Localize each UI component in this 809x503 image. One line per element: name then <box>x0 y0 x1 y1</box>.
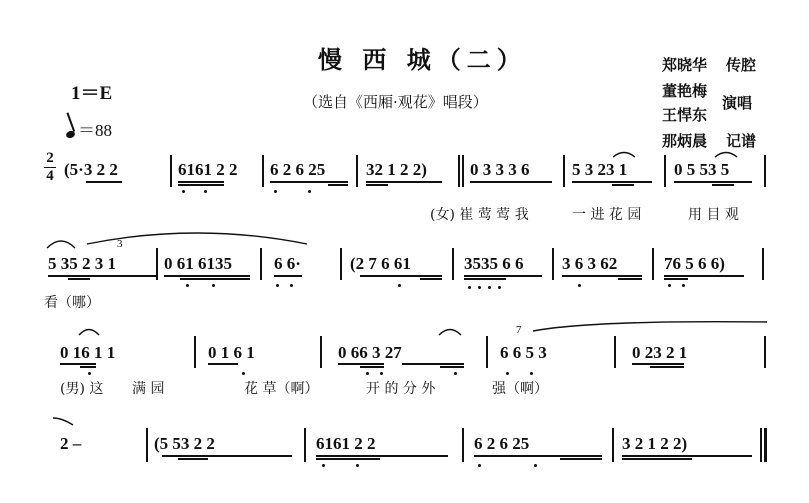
measure: 32 1 2 2) <box>366 160 427 179</box>
beam <box>470 181 552 183</box>
octave-dot <box>242 372 245 375</box>
measure: 0 1 6 1 <box>208 343 255 362</box>
barline <box>340 248 342 280</box>
beam <box>316 455 448 457</box>
credit-singer2-name: 王悍东 <box>662 106 708 124</box>
barline <box>764 155 766 187</box>
measure: 3 6 3 62 <box>562 254 618 273</box>
credit-arranger-role: 传腔 <box>726 56 757 74</box>
beam <box>162 455 292 457</box>
octave-dot <box>308 190 311 193</box>
beam <box>464 275 542 277</box>
octave-dot <box>290 284 293 287</box>
barline <box>552 248 554 280</box>
credit-singer1-name: 董艳梅 <box>662 82 708 100</box>
lyric: 开 的 分 外 <box>366 381 436 397</box>
final-barline <box>764 428 767 462</box>
beam <box>274 275 302 277</box>
beam <box>360 275 442 277</box>
measure: (2 7 6 61 <box>350 254 411 273</box>
credit-transcriber-role: 记谱 <box>726 132 757 150</box>
octave-dot <box>498 286 501 289</box>
beam <box>712 184 734 186</box>
lyric: (女) 崔 莺 莺 我 <box>430 207 529 223</box>
measure: 6 6 5 3 <box>500 343 547 362</box>
octave-dot <box>212 284 215 287</box>
octave-dot <box>506 372 509 375</box>
octave-dot <box>534 464 537 467</box>
beam <box>180 278 250 280</box>
beam <box>360 366 384 368</box>
subtitle: （选自《西厢·观花》唱段） <box>303 93 488 111</box>
beam <box>366 184 388 186</box>
beam <box>208 363 238 365</box>
beam <box>178 458 208 460</box>
beam <box>664 275 744 277</box>
lyric: 看（哪） <box>44 295 100 311</box>
beam <box>68 278 90 280</box>
beam <box>464 278 506 280</box>
beam <box>664 278 688 280</box>
octave-dot <box>274 190 277 193</box>
lyric: 用 目 观 <box>688 207 739 223</box>
tie <box>532 320 768 332</box>
measure: 5 3 23 1 <box>572 160 628 179</box>
beam <box>86 181 122 183</box>
octave-dot <box>186 284 189 287</box>
measure: 0 23 2 1 <box>632 343 688 362</box>
barline <box>486 336 488 368</box>
measure: 5 35 2 3 1 <box>48 254 116 273</box>
tempo-value: ＝88 <box>78 121 112 140</box>
octave-dot <box>478 464 481 467</box>
barline <box>612 428 614 462</box>
page-title: 慢 西 城（二） <box>318 45 527 74</box>
slur <box>612 150 636 158</box>
grace-note: 7 <box>516 324 522 336</box>
beam <box>572 181 652 183</box>
quarter-note-icon <box>65 130 76 140</box>
octave-dot <box>578 284 581 287</box>
beam <box>178 184 224 186</box>
tie <box>52 416 74 426</box>
lyric: 花 草（啊） <box>244 381 319 397</box>
octave-dot <box>356 464 359 467</box>
octave-dot <box>398 284 401 287</box>
beam <box>366 181 442 183</box>
beam <box>632 363 684 365</box>
measure: 3 2 1 2 2) <box>622 434 688 453</box>
octave-dot <box>88 372 91 375</box>
beam <box>164 275 250 277</box>
octave-dot <box>322 464 325 467</box>
lyric: 强（啊） <box>492 381 548 397</box>
lyric: 一 进 花 园 <box>572 207 642 223</box>
barline <box>664 155 666 187</box>
lyric: 满 园 <box>132 381 165 397</box>
beam <box>560 458 602 460</box>
slur <box>438 326 462 336</box>
beam <box>474 455 602 457</box>
beam <box>338 363 384 365</box>
beam <box>562 275 642 277</box>
beam <box>440 366 464 368</box>
octave-dot <box>182 190 185 193</box>
beam <box>270 181 348 183</box>
measure: 2 – <box>60 434 82 453</box>
slur <box>714 150 738 158</box>
barline <box>262 155 264 187</box>
measure: 6 2 6 25 <box>474 434 530 453</box>
octave-dot <box>204 190 207 193</box>
barline <box>762 248 764 280</box>
octave-dot <box>454 372 457 375</box>
beam <box>650 366 684 368</box>
measure: 0 61 6135 <box>164 254 232 273</box>
barline <box>614 336 616 368</box>
beam <box>622 455 752 457</box>
octave-dot <box>468 286 471 289</box>
barline <box>760 428 762 462</box>
measure: 3535 6 6 <box>464 254 524 273</box>
time-signature-top: 2 <box>46 150 54 166</box>
octave-dot <box>530 372 533 375</box>
barline <box>320 336 322 368</box>
octave-dot <box>488 286 491 289</box>
measure: 0 5 53 5 <box>674 160 730 179</box>
beam <box>618 278 642 280</box>
time-signature-bottom: 4 <box>46 168 54 184</box>
slur <box>46 236 76 250</box>
barline <box>170 155 172 187</box>
barline <box>462 428 464 462</box>
grace-note: 3 <box>117 238 123 250</box>
beam <box>622 458 692 460</box>
credit-transcriber-name: 那炳晨 <box>662 132 708 150</box>
key-signature: 1＝E <box>71 83 113 104</box>
octave-dot <box>380 372 383 375</box>
beam <box>48 275 158 277</box>
measure: 76 5 6 6) <box>664 254 725 273</box>
barline <box>764 336 766 368</box>
barline <box>452 248 454 280</box>
lyric: (男) 这 <box>60 381 104 397</box>
octave-dot <box>668 284 671 287</box>
measure: 0 16 1 1 <box>60 343 116 362</box>
tie <box>86 226 308 246</box>
octave-dot <box>682 284 685 287</box>
beam <box>402 363 464 365</box>
beam <box>612 184 634 186</box>
beam <box>420 278 442 280</box>
octave-dot <box>478 286 481 289</box>
beam <box>178 181 224 183</box>
measure: 0 66 3 27 <box>338 343 402 362</box>
beam <box>316 458 380 460</box>
beam <box>674 181 752 183</box>
credit-singer-role: 演唱 <box>722 94 753 112</box>
barline <box>563 155 565 187</box>
measure: 6 2 6 25 <box>270 160 326 179</box>
time-signature <box>44 150 56 185</box>
barline <box>652 248 654 280</box>
measure: 6 6· <box>274 254 301 273</box>
barline <box>458 155 460 187</box>
barline <box>146 428 148 462</box>
barline <box>462 155 464 187</box>
beam <box>80 366 96 368</box>
measure: (5·3 2 2 <box>64 160 118 179</box>
credit-arranger-name: 郑晓华 <box>662 56 708 74</box>
beam <box>60 363 96 365</box>
barline <box>194 336 196 368</box>
octave-dot <box>276 284 279 287</box>
measure: 6161 2 2 <box>316 434 376 453</box>
barline <box>356 155 358 187</box>
octave-dot <box>366 372 369 375</box>
slur <box>78 326 100 336</box>
measure: (5 53 2 2 <box>154 434 215 453</box>
measure: 6161 2 2 <box>178 160 238 179</box>
measure: 0 3 3 3 6 <box>470 160 530 179</box>
beam <box>328 184 348 186</box>
barline <box>304 428 306 462</box>
barline <box>260 248 262 280</box>
tempo-marking <box>66 116 112 141</box>
